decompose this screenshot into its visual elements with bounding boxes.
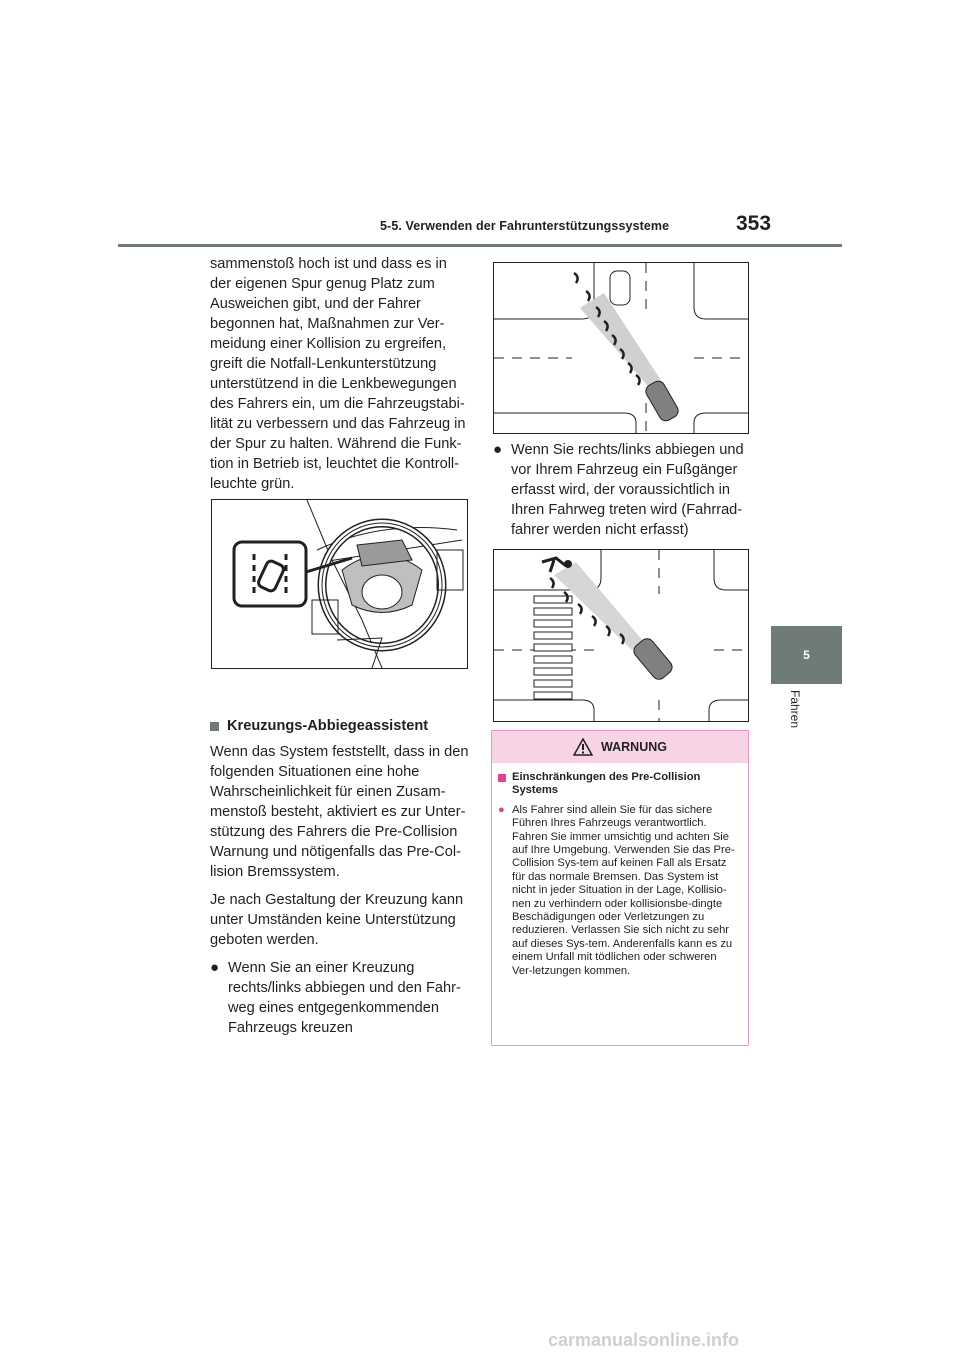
section-heading bbox=[210, 716, 470, 736]
heading-square-icon bbox=[210, 722, 219, 731]
page-number: 353 bbox=[736, 212, 772, 235]
warning-title: WARNUNG bbox=[601, 740, 667, 754]
intersection-drawing-2 bbox=[494, 550, 748, 721]
bullet-text-1: Wenn Sie an einer Kreuzung rechts/links abbiegen und den Fahr-weg eines entgegenkommenden Fahrzeugs kreuzen bbox=[228, 960, 461, 1036]
warning-text: Als Fahrer sind allein Sie für das sichere Führen Ihres Fahrzeugs verantwortlich. Fahren Sie immer umsichtig und achten Sie auf Ihre Umgebung. Verwenden Sie das Pre-Collision Sys-tem auf keinen Fall als Ersatz für das normale Bremsen. Das System ist nicht in jeder Situation in der Lage, Kollisio-nen zu verhindern oder kollisionsbe-dingte Beschädigungen oder Verletzungen zu reduzieren. Verlassen Sie sich nicht zu sehr auf dieses Sys-tem. Anderenfalls kann es zu einem Unfall mit tödlichen oder schweren Ver-letzungen kommen. bbox=[512, 803, 735, 977]
bullet-text-2: Wenn Sie rechts/links abbiegen und vor Ihrem Fahrzeug ein Fußgänger erfasst wird, der voraussichtlich in Ihren Fahrweg treten wird (Fahrrad-fahrer werden nicht erfasst) bbox=[511, 442, 744, 538]
warning-box bbox=[491, 730, 749, 1046]
intersection-drawing-1 bbox=[494, 263, 748, 433]
bullet-item-1 bbox=[210, 958, 470, 1038]
chapter-tab: 5 bbox=[771, 626, 842, 684]
warning-dot-icon: ● bbox=[498, 803, 505, 816]
dashboard-illustration bbox=[211, 499, 468, 669]
section-title: 5-5. Verwenden der Fahrunterstützungssysteme bbox=[380, 219, 670, 233]
paragraph-1: Wenn das System feststellt, dass in den folgenden Situationen eine hohe Wahrscheinlichkeit für einen Zusam-menstoß besteht, aktiviert es zur Unter-stützung des Fahrers die Pre-Collision Warnung und nötigenfalls das Pre-Col-lision Bremssystem. bbox=[210, 744, 469, 880]
intro-paragraph: sammenstoß hoch ist und dass es in der eigenen Spur genug Platz zum Ausweichen gibt, und der Fahrer begonnen hat, Maßnahmen zur Ver-meidung einer Kollision zu ergreifen, greift die Notfall-Lenkunterstützung unterstützend in die Lenkbewegungen des Fahrers ein, um die Fahrzeugstabi-lität zu verbessern und das Fahrzeug in der Spur zu halten. Während die Funk-tion in Betrieb ist, leuchtet die Kontroll-leuchte grün. bbox=[210, 256, 466, 492]
paragraph-2: Je nach Gestaltung der Kreuzung kann unter Umständen keine Unterstützung geboten werden. bbox=[210, 892, 464, 948]
chapter-side-label: Fahren bbox=[788, 690, 802, 729]
warning-square-icon bbox=[498, 774, 506, 782]
dashboard-drawing bbox=[212, 500, 467, 668]
bullet-item-2 bbox=[493, 440, 749, 540]
watermark: carmanualsonline.info bbox=[548, 1330, 740, 1350]
warning-subtitle-row bbox=[498, 771, 740, 798]
section-heading-text: Kreuzungs-Abbiegeassistent bbox=[227, 718, 429, 734]
bullet-dot-icon: ● bbox=[493, 441, 503, 458]
header-rule bbox=[118, 244, 842, 247]
bullet-dot-icon: ● bbox=[210, 959, 220, 976]
intersection-oncoming-vehicle-illustration bbox=[493, 262, 749, 434]
warning-subtitle: Einschränkungen des Pre-Collision Systems bbox=[512, 771, 701, 797]
right-column bbox=[493, 440, 749, 548]
warning-triangle-icon bbox=[573, 738, 593, 756]
warning-header bbox=[492, 731, 748, 763]
warning-text-row bbox=[498, 804, 740, 978]
intersection-pedestrian-illustration bbox=[493, 549, 749, 722]
warning-body bbox=[492, 763, 748, 978]
